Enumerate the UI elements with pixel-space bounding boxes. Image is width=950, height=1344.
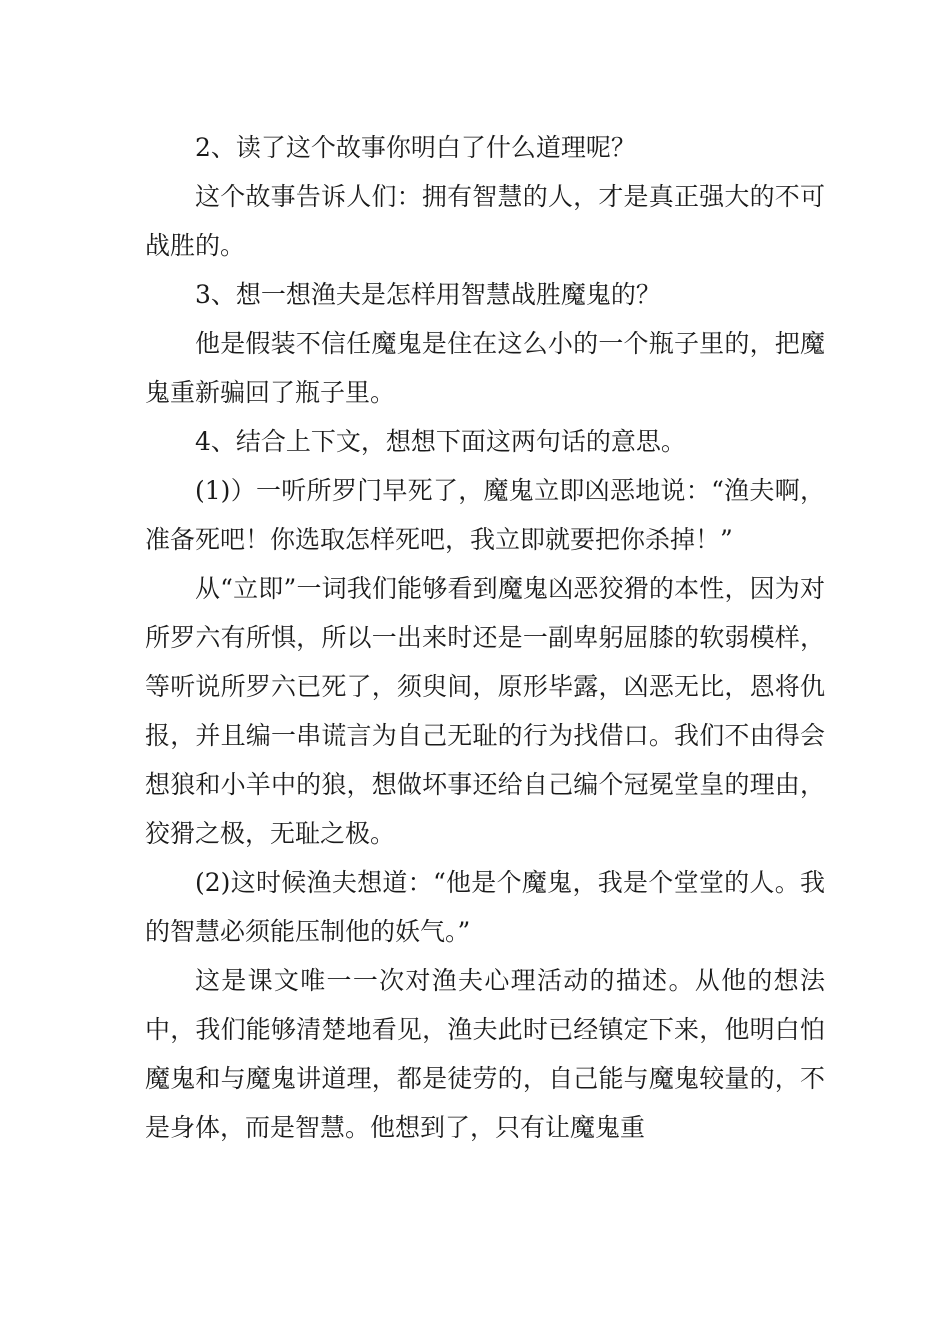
quote-2: (2)这时候渔夫想道：“他是个魔鬼，我是个堂堂的人。我的智慧必须能压制他的妖气。” [145,868,825,946]
answer-3: 他是假装不信任魔鬼是住在这么小的一个瓶子里的，把魔鬼重新骗回了瓶子里。 [145,329,825,407]
answer-2: 这个故事告诉人们：拥有智慧的人，才是真正强大的不可战胜的。 [145,182,825,260]
question-4: 4、结合上下文，想想下面这两句话的意思。 [195,427,686,456]
analysis-1: 从“立即”一词我们能够看到魔鬼凶恶狡猾的本性，因为对所罗六有所惧，所以一出来时还是一副卑躬屈膝的软弱模样，等听说所罗六已死了，须臾间，原形毕露，凶恶无比，恩将仇报，并且编一串谎言为自己无耻的行为找借口。我们不由得会想狼和小羊中的狼，想做坏事还给自己编个冠冕堂皇的理由，狡猾之极，无耻之极。 [145,574,825,848]
document-body [145,123,825,1152]
analysis-2: 这是课文唯一一次对渔夫心理活动的描述。从他的想法中，我们能够清楚地看见，渔夫此时已经镇定下来，他明白怕魔鬼和与魔鬼讲道理，都是徒劳的，自己能与魔鬼较量的，不是身体，而是智慧。他想到了，只有让魔鬼重 [145,966,825,1142]
question-3: 3、想一想渔夫是怎样用智慧战胜魔鬼的？ [195,280,661,309]
quote-1: (1)）一听所罗门早死了，魔鬼立即凶恶地说：“渔夫啊，准备死吧！你选取怎样死吧，我立即就要把你杀掉！” [145,476,825,554]
question-2: 2、读了这个故事你明白了什么道理呢？ [195,133,636,162]
